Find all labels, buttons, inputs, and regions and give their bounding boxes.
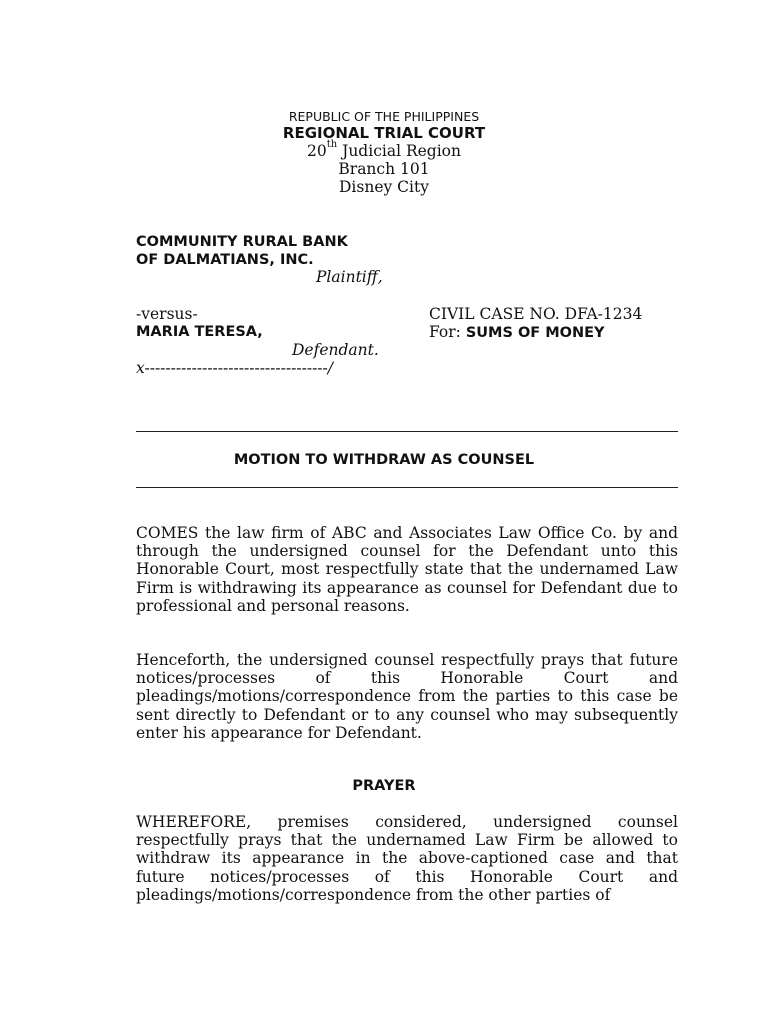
paragraph-henceforth: Henceforth, the undersigned counsel respectfully prays that future notices/processes of this Honorable Court and pleadings/motions/correspondence from the parties to this case be sent directly to Defendant or to any counsel who may subsequently enter his appearance for Defendant. [136, 651, 678, 742]
region-suffix: th [326, 139, 338, 150]
defendant-role: Defendant. [292, 341, 379, 359]
branch: Branch 101 [338, 160, 430, 178]
plaintiff-name-line1: COMMUNITY RURAL BANK [136, 234, 348, 250]
paragraph-comes: COMES the law firm of ABC and Associates Law Office Co. by and through the undersigned counsel for the Defendant unto this Honorable Court, most respectfully state that the undernamed Law Firm is withdrawing its appearance as counsel for Defendant due to professional and personal reasons. [136, 524, 678, 615]
case-number: CIVIL CASE NO. DFA-1234 [429, 305, 643, 323]
case-nature [429, 323, 605, 342]
region-number: 20 [306, 142, 327, 160]
case-for-value: SUMS OF MONEY [465, 325, 605, 341]
judicial-region [0, 139, 768, 160]
defendant-name: MARIA TERESA, [136, 324, 263, 340]
plaintiff-name-line2: OF DALMATIANS, INC. [136, 252, 314, 268]
case-for-label: For: [429, 323, 466, 341]
caption-x-line: x-----------------------------------/ [136, 359, 333, 377]
court-heading: REGIONAL TRIAL COURT [282, 124, 486, 142]
city: Disney City [339, 178, 429, 196]
republic-heading: REPUBLIC OF THE PHILIPPINES [288, 109, 480, 124]
title-rule-bottom [136, 487, 678, 488]
region-text: Judicial Region [337, 142, 461, 160]
paragraph-prayer: WHEREFORE, premises considered, undersigned counsel respectfully prays that the undernamed Law Firm be allowed to withdraw its appearance in the above-captioned case and that future notices/processes of this Honorable Court and pleadings/motions/correspondence from the other parties of [136, 813, 678, 904]
plaintiff-role: Plaintiff, [316, 268, 383, 286]
motion-title: MOTION TO WITHDRAW AS COUNSEL [233, 452, 535, 468]
prayer-title: PRAYER [352, 778, 416, 794]
title-rule-top [136, 431, 678, 432]
versus: -versus- [136, 305, 198, 323]
